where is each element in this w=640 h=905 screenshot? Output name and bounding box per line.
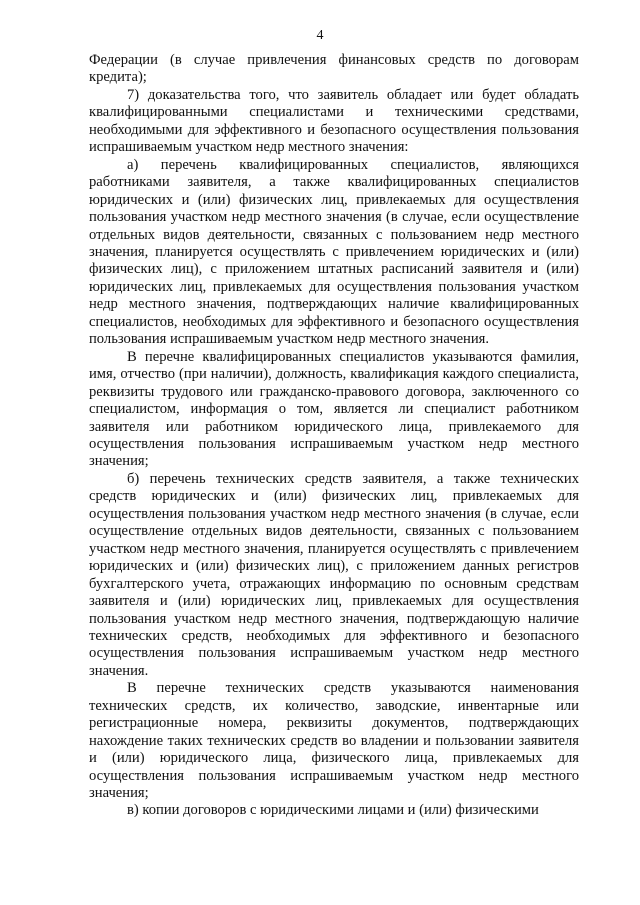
paragraph-item-a: а) перечень квалифицированных специалистов, являющихся работниками заявителя, а также квалифицированных специалистов юридических и (или) физических лиц, привлекаемых для осуществления пользования участком недр местного значения (в случае, если осуществление отдельных видов деятельности, связанных с пользованием недр местного значения, планируется осуществлять с привлечением юридических и (или) физических лиц), с приложением штатных расписаний заявителя и (или) юридических лиц, привлекаемых для осуществления пользования участком недр местного значения, подтверждающих наличие квалифицированных специалистов, необходимых для эффективного и безопасного осуществления пользования испрашиваемым участком недр местного значения. — [89, 156, 579, 348]
paragraph-specialists-list: В перечне квалифицированных специалистов указываются фамилия, имя, отчество (при наличии), должность, квалификация каждого специалиста, реквизиты трудового или гражданско-правового договора, заключенного со специалистом, информация о том, является ли специалист работником заявителя или работником юридического лица, привлекаемого для осуществления пользования испрашиваемым участком недр местного значения; — [89, 348, 579, 470]
paragraph-item-7: 7) доказательства того, что заявитель обладает или будет обладать квалифицированными специалистами и техническими средствами, необходимыми для эффективного и безопасного осуществления пользования испрашиваемым участком недр местного значения: — [89, 86, 579, 156]
paragraph-continuation: Федерации (в случае привлечения финансовых средств по договорам кредита); — [89, 52, 579, 86]
document-body — [89, 52, 579, 820]
paragraph-item-v: в) копии договоров с юридическими лицами и (или) физическими — [127, 802, 539, 819]
page-number: 4 — [316, 28, 324, 43]
paragraph-technical-list: В перечне технических средств указываются наименования технических средств, их количество, заводские, инвентарные или регистрационные номера, реквизиты документов, подтверждающих нахождение таких технических средств во владении и пользовании заявителя и (или) юридического лица, физического лица, привлекаемых для осуществления пользования испрашиваемым участком недр местного значения; — [89, 680, 579, 802]
paragraph-item-b: б) перечень технических средств заявителя, а также технических средств юридических и (или) физических лиц, привлекаемых для осуществления пользования участком недр местного значения (в случае, если осуществление отдельных видов деятельности, связанных с пользованием участком недр местного значения, планируется осуществлять с привлечением юридических и (или) физических лиц), с приложением данных регистров бухгалтерского учета, отражающих информацию по основным средствам заявителя и (или) юридических лиц, привлекаемых для осуществления пользования участком недр местного значения, подтверждающую наличие технических средств, необходимых для эффективного и безопасного осуществления пользования испрашиваемым участком недр местного значения. — [89, 470, 579, 679]
